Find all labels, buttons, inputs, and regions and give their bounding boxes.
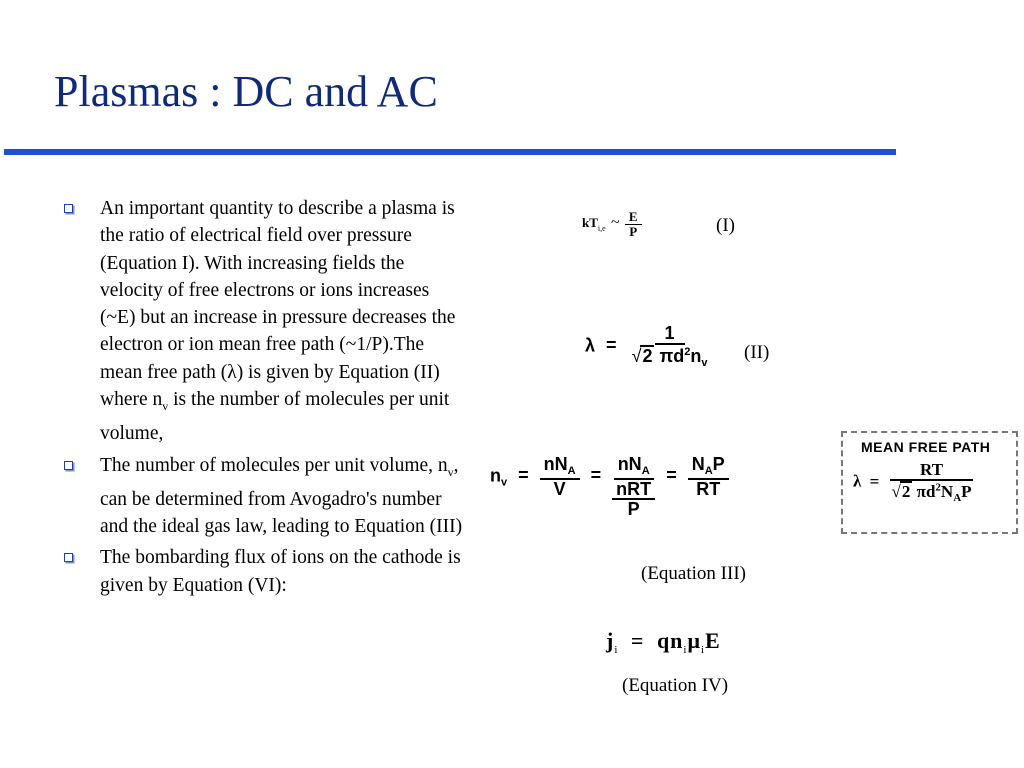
equation-2 — [585, 324, 712, 369]
equation-1 — [582, 210, 642, 238]
bullet-square-icon — [64, 204, 73, 213]
eq3-eq2: = — [590, 465, 602, 486]
bullet-list — [60, 195, 465, 603]
eq2-den-rest: πd — [659, 345, 685, 366]
eq1-den: P — [629, 223, 638, 239]
bullet-2-text-a: The number of molecules per unit volume, n — [100, 454, 448, 476]
bullet-item-3 — [60, 544, 465, 599]
eq1-lhs: kT — [582, 215, 598, 231]
sqrt-icon: √ 2 — [891, 481, 911, 501]
bullet-1-lambda: λ — [227, 361, 237, 383]
bullet-1-text-c: is the number of molecules per unit volume, — [100, 389, 450, 445]
eq2-nv-sub: v — [701, 356, 708, 369]
eq2-sup: 2 — [684, 345, 691, 358]
bullet-2-text-b: , can be determined from Avogadro's number and the ideal gas law, leading to Equation (III) — [100, 454, 463, 538]
eq2-num: 1 — [655, 324, 685, 345]
eq3-frac-3: $\frac{N_AP}{RT}$ — [688, 455, 729, 498]
mfp-equation: λ = RT √ 2 $\pi d^2N_AP$ — [853, 461, 976, 504]
equation-3-label: (Equation III) — [641, 563, 746, 584]
bullet-square-icon — [64, 553, 73, 562]
eq3-eq1: = — [518, 465, 529, 486]
eq2-nv: n — [690, 345, 702, 366]
equation-3 — [490, 455, 729, 519]
eq1-sub: i,e — [597, 224, 606, 234]
eq1-num: E — [625, 210, 642, 225]
eq2-fraction — [628, 324, 712, 369]
bullet-1-sub: v — [162, 398, 169, 413]
eq2-eq: = — [606, 335, 617, 356]
equation-1-label: (I) — [716, 215, 735, 236]
eq3-frac-2: $nN_A$ nRT P — [612, 455, 655, 519]
slide-title: Plasmas : DC and AC — [54, 67, 438, 116]
bullet-2-sub: v — [447, 464, 454, 479]
eq1-fraction — [625, 210, 642, 238]
bullet-1-text-b: ) is given by Equation (II) where n — [100, 361, 440, 411]
bullet-1-text-a: An important quantity to describe a plasma is the ratio of electrical field over pressure (Equation I). With increasing fields the velocity of free electrons or ions increases (~E) but an increase in pressure decreases the electron or ion mean free path (~1/P).The mean free path ( — [100, 198, 456, 383]
eq3-lhs-sub: v — [501, 476, 508, 489]
bullet-item-1 — [60, 195, 465, 448]
mean-free-path-box — [841, 431, 1018, 534]
eq3-frac-1: $\frac{nN_A}{V}$ — [540, 455, 580, 498]
bullet-3-text: The bombarding flux of ions on the cathode is given by Equation (VI): — [100, 547, 461, 596]
mfp-fraction: RT √ 2 $\pi d^2N_AP$ — [891, 460, 972, 504]
eq2-den — [628, 345, 712, 370]
title-divider — [4, 149, 896, 155]
bullet-square-icon — [64, 461, 73, 470]
bullet-item-2 — [60, 452, 465, 541]
eq2-lhs: λ — [585, 335, 596, 356]
mfp-title: MEAN FREE PATH — [861, 439, 991, 455]
eq3-lhs: n — [490, 465, 501, 486]
sqrt-icon: √ 2 — [631, 345, 653, 366]
equation-4: $j_i = qn_i\mu_iE$ — [606, 628, 721, 656]
eq1-op: ~ — [610, 214, 620, 232]
equation-2-label: (II) — [744, 342, 770, 363]
eq3-eq3: = — [666, 465, 677, 486]
equation-4-label: (Equation IV) — [622, 675, 729, 696]
